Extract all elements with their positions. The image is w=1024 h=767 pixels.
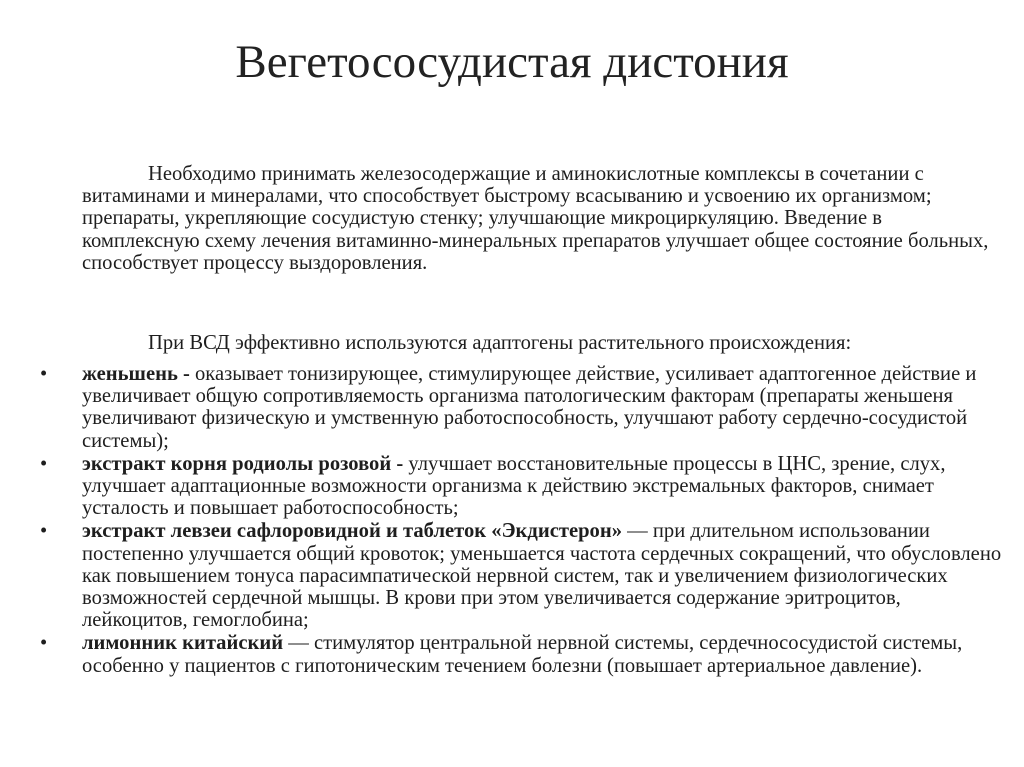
list-item-text: — при длительном использовании постепенно улучшается общий кровоток; уменьшается частота сердечных сокращений, что обусловлено как повышением тонуса парасимпатической нервной систем, так и увеличением физиологических возможностей сердечной мышцы. В крови при этом увеличивается содержание эритроцитов, лейкоцитов, гемоглобина; <box>82 520 1002 632</box>
bullet-icon: • <box>40 632 48 655</box>
intro-paragraph-text: Необходимо принимать железосодержащие и аминокислотные комплексы в сочетании с витаминами и минералами, что способствует быстрому всасыванию и усвоению их организмом; препараты, укрепляющие сосудистую стенку; улучшающие микроциркуляцию. Введение в комплексную схему лечения витаминно-минеральных препаратов улучшает общее состояние больных, способствует процессу выздоровления. <box>82 163 989 274</box>
list-item-leuzea <box>0 520 1024 631</box>
list-item-schisandra <box>0 632 1024 676</box>
list-item-ginseng <box>0 363 1024 452</box>
bullet-icon: • <box>40 520 48 543</box>
adaptogens-intro <box>82 332 1002 354</box>
page-title: Вегетососудистая дистония <box>235 36 789 88</box>
bullet-icon: • <box>40 363 48 385</box>
list-item-term: женьшень - <box>82 363 190 385</box>
list-item-text: — стимулятор центральной нервной системы, сердечнососудистой системы, особенно у пациентов с гипотоническим течением болезни (повышает артериальное давление). <box>82 632 963 677</box>
adaptogens-intro-text: При ВСД эффективно используются адаптогены растительного происхождения: <box>148 332 852 354</box>
intro-paragraph <box>82 163 1002 274</box>
list-item-term: лимонник китайский <box>82 632 284 655</box>
adaptogen-list <box>0 363 1024 677</box>
list-item-term: экстракт левзеи сафлоровидной и таблеток «Экдистерон» <box>82 520 623 543</box>
list-item-term: экстракт корня родиолы розовой - <box>82 452 404 475</box>
list-item-rhodiola <box>0 453 1024 520</box>
list-item-text: оказывает тонизирующее, стимулирующее действие, усиливает адаптогенное действие и увеличивает общую сопротивляемость организма патологическим факторам (препараты женьшеня увеличивают физическую и умственную работоспособность, улучшают работу сердечно-сосудистой системы); <box>82 363 977 452</box>
list-item-text: улучшает восстановительные процессы в ЦНС, зрение, слух, улучшает адаптационные возможности организма к действию экстремальных факторов, снимает усталость и повышает работоспособность; <box>82 452 946 520</box>
bullet-icon: • <box>40 452 48 475</box>
